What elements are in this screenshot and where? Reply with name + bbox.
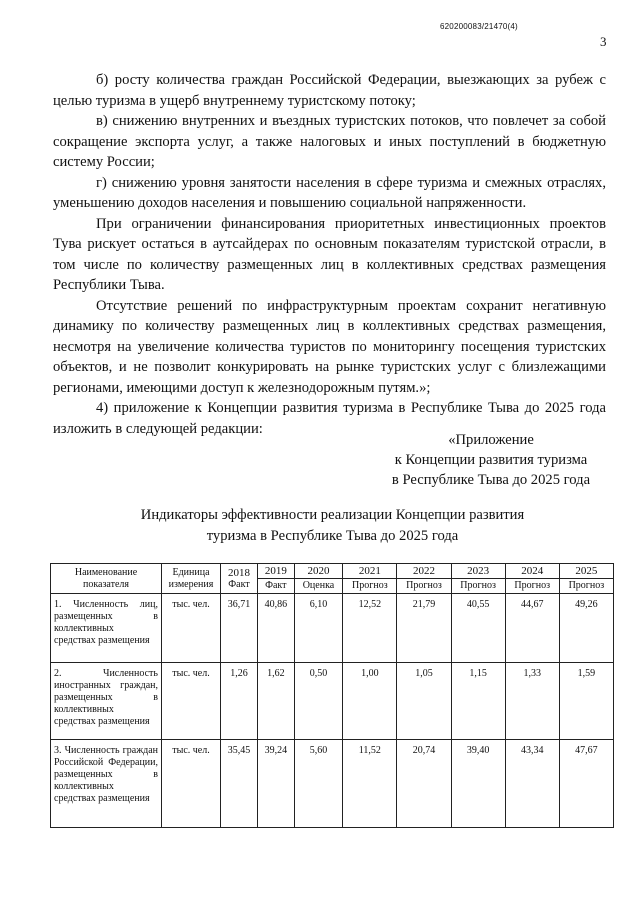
row-value: 49,26 [559, 594, 613, 663]
header-unit: Единица измерения [162, 564, 221, 594]
row-value: 40,86 [258, 594, 295, 663]
header-year: 2025 [559, 564, 613, 579]
body-text [53, 70, 606, 439]
row-value: 39,40 [451, 740, 505, 828]
header-status: Оценка [294, 579, 343, 594]
row-value: 43,34 [505, 740, 559, 828]
page-number: 3 [600, 34, 607, 49]
appendix-line: «Приложение [448, 432, 534, 448]
row-value: 47,67 [559, 740, 613, 828]
table-row [51, 594, 614, 663]
header-2018-status: Факт [228, 578, 250, 590]
header-2018-year: 2018 [228, 566, 250, 579]
row-value: 1,00 [343, 663, 397, 740]
appendix-line: к Концепции развития туризма [394, 452, 588, 468]
row-value: 5,60 [294, 740, 343, 828]
document-id: 620200083/21470(4) [440, 22, 518, 31]
appendix-line: в Республике Тыва до 2025 года [391, 472, 591, 488]
appendix-heading [372, 430, 610, 490]
header-status: Прогноз [505, 579, 559, 594]
header-status: Факт [258, 579, 295, 594]
header-year: 2020 [294, 564, 343, 579]
row-value: 40,55 [451, 594, 505, 663]
header-status: Прогноз [397, 579, 451, 594]
row-value: 1,05 [397, 663, 451, 740]
row-name: 1. Численность лиц, размещенных в коллективных средствах размещения [51, 594, 162, 663]
row-value: 0,50 [294, 663, 343, 740]
indicators-table [50, 563, 614, 828]
table-row [51, 663, 614, 740]
header-name: Наименование показателя [51, 564, 162, 594]
row-unit: тыс. чел. [162, 594, 221, 663]
table-header-row [51, 564, 614, 579]
table-title-line: Индикаторы эффективности реализации Концепции развития [140, 507, 525, 523]
row-value: 36,71 [221, 594, 258, 663]
row-value: 44,67 [505, 594, 559, 663]
row-value: 6,10 [294, 594, 343, 663]
table-title [60, 505, 605, 547]
header-year: 2022 [397, 564, 451, 579]
row-name: 3. Численность граждан Российской Федерации, размещенных в коллективных средствах размещения [51, 740, 162, 828]
row-unit: тыс. чел. [162, 663, 221, 740]
row-name: 2. Численность иностранных граждан, размещенных в коллективных средствах размещения [51, 663, 162, 740]
row-value: 11,52 [343, 740, 397, 828]
table-title-line: туризма в Республике Тыва до 2025 года [206, 528, 459, 544]
paragraph-infrastructure: Отсутствие решений по инфраструктурным проектам сохранит негативную динамику по количеству размещенных лиц в коллективных средствах размещения, несмотря на увеличение количества туристов по мониторингу посещения туристских объектов, и не позволит конкурировать на рынке туристских услуг с близлежащими регионами, имеющими доступ к железнодорожным путям.»; [53, 297, 606, 396]
header-year: 2024 [505, 564, 559, 579]
paragraph-appendix-instruction: 4) приложение к Концепции развития туризма в Республике Тыва до 2025 года изложить в следующей редакции: [53, 400, 606, 437]
row-value: 1,26 [221, 663, 258, 740]
paragraph-g: г) снижению уровня занятости населения в сфере туризма и смежных отраслях, уменьшению доходов населения и повышению социальной напряженности. [53, 174, 606, 211]
paragraph-v: в) снижению внутренних и въездных туристских потоков, что повлечет за собой сокращение экспорта услуг, а также налоговых и иных поступлений в бюджетную систему России; [53, 113, 606, 170]
row-value: 1,33 [505, 663, 559, 740]
header-year: 2021 [343, 564, 397, 579]
row-value: 1,59 [559, 663, 613, 740]
table-row [51, 740, 614, 828]
row-unit: тыс. чел. [162, 740, 221, 828]
row-value: 39,24 [258, 740, 295, 828]
row-value: 35,45 [221, 740, 258, 828]
header-year: 2019 [258, 564, 295, 579]
row-value: 1,15 [451, 663, 505, 740]
paragraph-funding: При ограничении финансирования приоритетных инвестиционных проектов Тува рискует остаться в аутсайдерах по основным показателям туристской отрасли, в том числе по количеству размещенных лиц в коллективных средствах размещения Республики Тыва. [53, 215, 606, 293]
header-status: Прогноз [559, 579, 613, 594]
header-status: Прогноз [343, 579, 397, 594]
row-value: 1,62 [258, 663, 295, 740]
row-value: 20,74 [397, 740, 451, 828]
row-value: 21,79 [397, 594, 451, 663]
header-2018 [221, 564, 258, 594]
header-status: Прогноз [451, 579, 505, 594]
header-year: 2023 [451, 564, 505, 579]
paragraph-b: б) росту количества граждан Российской Федерации, выезжающих за рубеж с целью туризма в ущерб внутреннему туристскому потоку; [53, 72, 606, 109]
row-value: 12,52 [343, 594, 397, 663]
